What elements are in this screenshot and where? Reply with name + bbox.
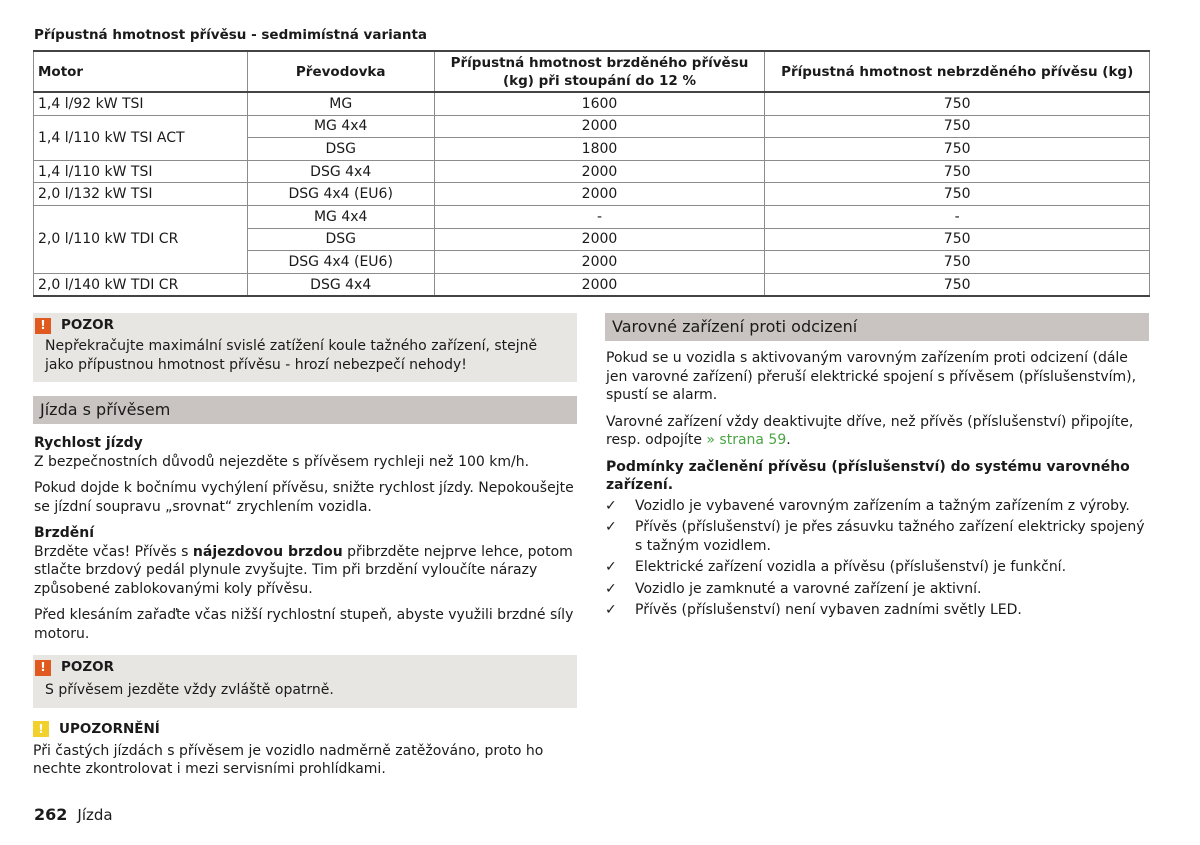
- unbraked-cell: 750: [765, 160, 1150, 183]
- left-column: [33, 313, 577, 779]
- checkmark-icon: ✓: [605, 559, 617, 575]
- table-row: [34, 92, 1150, 115]
- braked-cell: 2000: [434, 115, 765, 138]
- unbraked-cell: -: [765, 205, 1150, 228]
- gearbox-cell: DSG 4x4 (EU6): [247, 183, 434, 206]
- notice-title: UPOZORNĚNÍ: [59, 720, 160, 737]
- motor-cell: 1,4 l/110 kW TSI: [34, 160, 248, 183]
- footer-section: Jízda: [77, 806, 113, 824]
- table-row: [34, 273, 1150, 296]
- unbraked-cell: 750: [765, 92, 1150, 115]
- header-gearbox: Převodovka: [247, 51, 434, 92]
- gearbox-cell: DSG: [247, 228, 434, 251]
- paragraph-alarm-1: Pokud se u vozidla s aktivovaným varovným zařízením proti odcizení (dále jen varovné zařízení) přeruší elektrické spojení s přívěsem (příslušenstvím), spustí se alarm.: [606, 350, 1137, 403]
- table-row: [34, 205, 1150, 228]
- section-heading-trailer: Jízda s přívěsem: [33, 396, 577, 424]
- checkmark-icon: ✓: [605, 519, 617, 535]
- table-row: [34, 115, 1150, 138]
- warning-title: POZOR: [61, 659, 115, 676]
- paragraph-speed-2: Pokud dojde k bočnímu vychýlení přívěsu, snižte rychlost jízdy. Nepokoušejte se jízdní soupravu „srovnat“ zrychlením vozidla.: [34, 480, 574, 515]
- header-motor: Motor: [34, 51, 248, 92]
- unbraked-cell: 750: [765, 228, 1150, 251]
- header-braked: Přípustná hmotnost brzděného přívěsu (kg) při stoupání do 12 %: [434, 51, 765, 92]
- page-number: 262: [34, 805, 68, 824]
- braked-cell: 2000: [434, 273, 765, 296]
- unbraked-cell: 750: [765, 115, 1150, 138]
- motor-cell: 2,0 l/140 kW TDI CR: [34, 273, 248, 296]
- notice-box: [33, 720, 577, 779]
- braked-cell: 1800: [434, 138, 765, 161]
- gearbox-cell: MG 4x4: [247, 115, 434, 138]
- exclamation-icon: !: [35, 660, 51, 676]
- paragraph-braking-2: Před klesáním zařaďte včas nižší rychlostní stupeň, abyste využili brzdné síly motoru.: [34, 607, 574, 642]
- list-item: ✓ Vozidlo je zamknuté a varovné zařízení je aktivní.: [605, 580, 982, 597]
- list-item: ✓ Přívěs (příslušenství) není vybaven zadními světly LED.: [605, 602, 1022, 618]
- warning-title: POZOR: [61, 317, 115, 334]
- motor-cell: 2,0 l/132 kW TSI: [34, 183, 248, 206]
- page-reference-link[interactable]: » strana 59: [706, 432, 787, 448]
- braked-cell: 2000: [434, 183, 765, 206]
- subheading-braking: Brzdění: [34, 525, 95, 541]
- gearbox-cell: DSG: [247, 138, 434, 161]
- exclamation-icon: !: [35, 318, 51, 334]
- gearbox-cell: DSG 4x4: [247, 160, 434, 183]
- unbraked-cell: 750: [765, 251, 1150, 274]
- section-heading-alarm: Varovné zařízení proti odcizení: [605, 313, 1149, 341]
- checkmark-icon: ✓: [605, 580, 617, 597]
- conditions-list: [605, 497, 1149, 620]
- trailer-weight-table: [33, 50, 1150, 297]
- braked-cell: 1600: [434, 92, 765, 115]
- motor-cell: 2,0 l/110 kW TDI CR: [34, 205, 248, 273]
- bold-term: nájezdovou brzdou: [192, 543, 343, 560]
- unbraked-cell: 750: [765, 183, 1150, 206]
- subheading-speed: Rychlost jízdy: [34, 435, 143, 451]
- list-item: ✓ Vozidlo je vybavené varovným zařízením a tažným zařízením z výroby.: [605, 497, 1130, 514]
- warning-text: Nepřekračujte maximální svislé zatížení koule tažného zařízení, stejně jako přípustnou hmotnost přívěsu - hrozí nebezpečí nehody!: [45, 338, 538, 373]
- motor-cell: 1,4 l/110 kW TSI ACT: [34, 115, 248, 160]
- paragraph-speed-1: Z bezpečnostních důvodů nejezděte s přívěsem rychleji než 100 km/h.: [34, 453, 530, 470]
- paragraph-alarm-2: Varovné zařízení vždy deaktivujte dříve, než přívěs (příslušenství) připojíte, resp. odpojíte » strana 59.: [606, 413, 1134, 448]
- braked-cell: 2000: [434, 160, 765, 183]
- gearbox-cell: MG 4x4: [247, 205, 434, 228]
- motor-cell: 1,4 l/92 kW TSI: [34, 92, 248, 115]
- page-footer: [34, 805, 113, 824]
- table-row: [34, 183, 1150, 206]
- gearbox-cell: DSG 4x4 (EU6): [247, 251, 434, 274]
- table-header-row: [34, 51, 1150, 92]
- unbraked-cell: 750: [765, 273, 1150, 296]
- right-column: [605, 313, 1149, 623]
- braked-cell: 2000: [434, 251, 765, 274]
- checkmark-icon: ✓: [605, 497, 617, 514]
- conditions-title: Podmínky začlenění přívěsu (příslušenství) do systému varovného zařízení.: [606, 458, 1130, 493]
- list-item: ✓ Přívěs (příslušenství) je přes zásuvku tažného zařízení elektricky spojený s tažným vozidlem.: [605, 519, 1145, 554]
- unbraked-cell: 750: [765, 138, 1150, 161]
- warning-box-careful: [33, 655, 577, 708]
- table-title: Přípustná hmotnost přívěsu - sedmimístná varianta: [34, 27, 428, 43]
- gearbox-cell: MG: [247, 92, 434, 115]
- header-unbraked: Přípustná hmotnost nebrzděného přívěsu (kg): [765, 51, 1150, 92]
- table-row: [34, 160, 1150, 183]
- notice-exclamation-icon: !: [33, 721, 49, 737]
- braked-cell: -: [434, 205, 765, 228]
- warning-text: S přívěsem jezděte vždy zvláště opatrně.: [45, 682, 334, 698]
- notice-text: Při častých jízdách s přívěsem je vozidlo nadměrně zatěžováno, proto ho nechte zkontrolovat i mezi servisními prohlídkami.: [33, 742, 544, 777]
- warning-box-load: [33, 313, 577, 382]
- list-item: ✓ Elektrické zařízení vozidla a přívěsu (příslušenství) je funkční.: [605, 559, 1067, 575]
- braked-cell: 2000: [434, 228, 765, 251]
- gearbox-cell: DSG 4x4: [247, 273, 434, 296]
- checkmark-icon: ✓: [605, 602, 617, 618]
- paragraph-braking-1: Brzděte včas! Přívěs s nájezdovou brzdou přibrzděte nejprve lehce, potom stlačte brzdový pedál plynule zvyšujte. Tim při brzdění vyloučíte nárazy způsobené zablokovanými koly přívěsu.: [34, 543, 573, 597]
